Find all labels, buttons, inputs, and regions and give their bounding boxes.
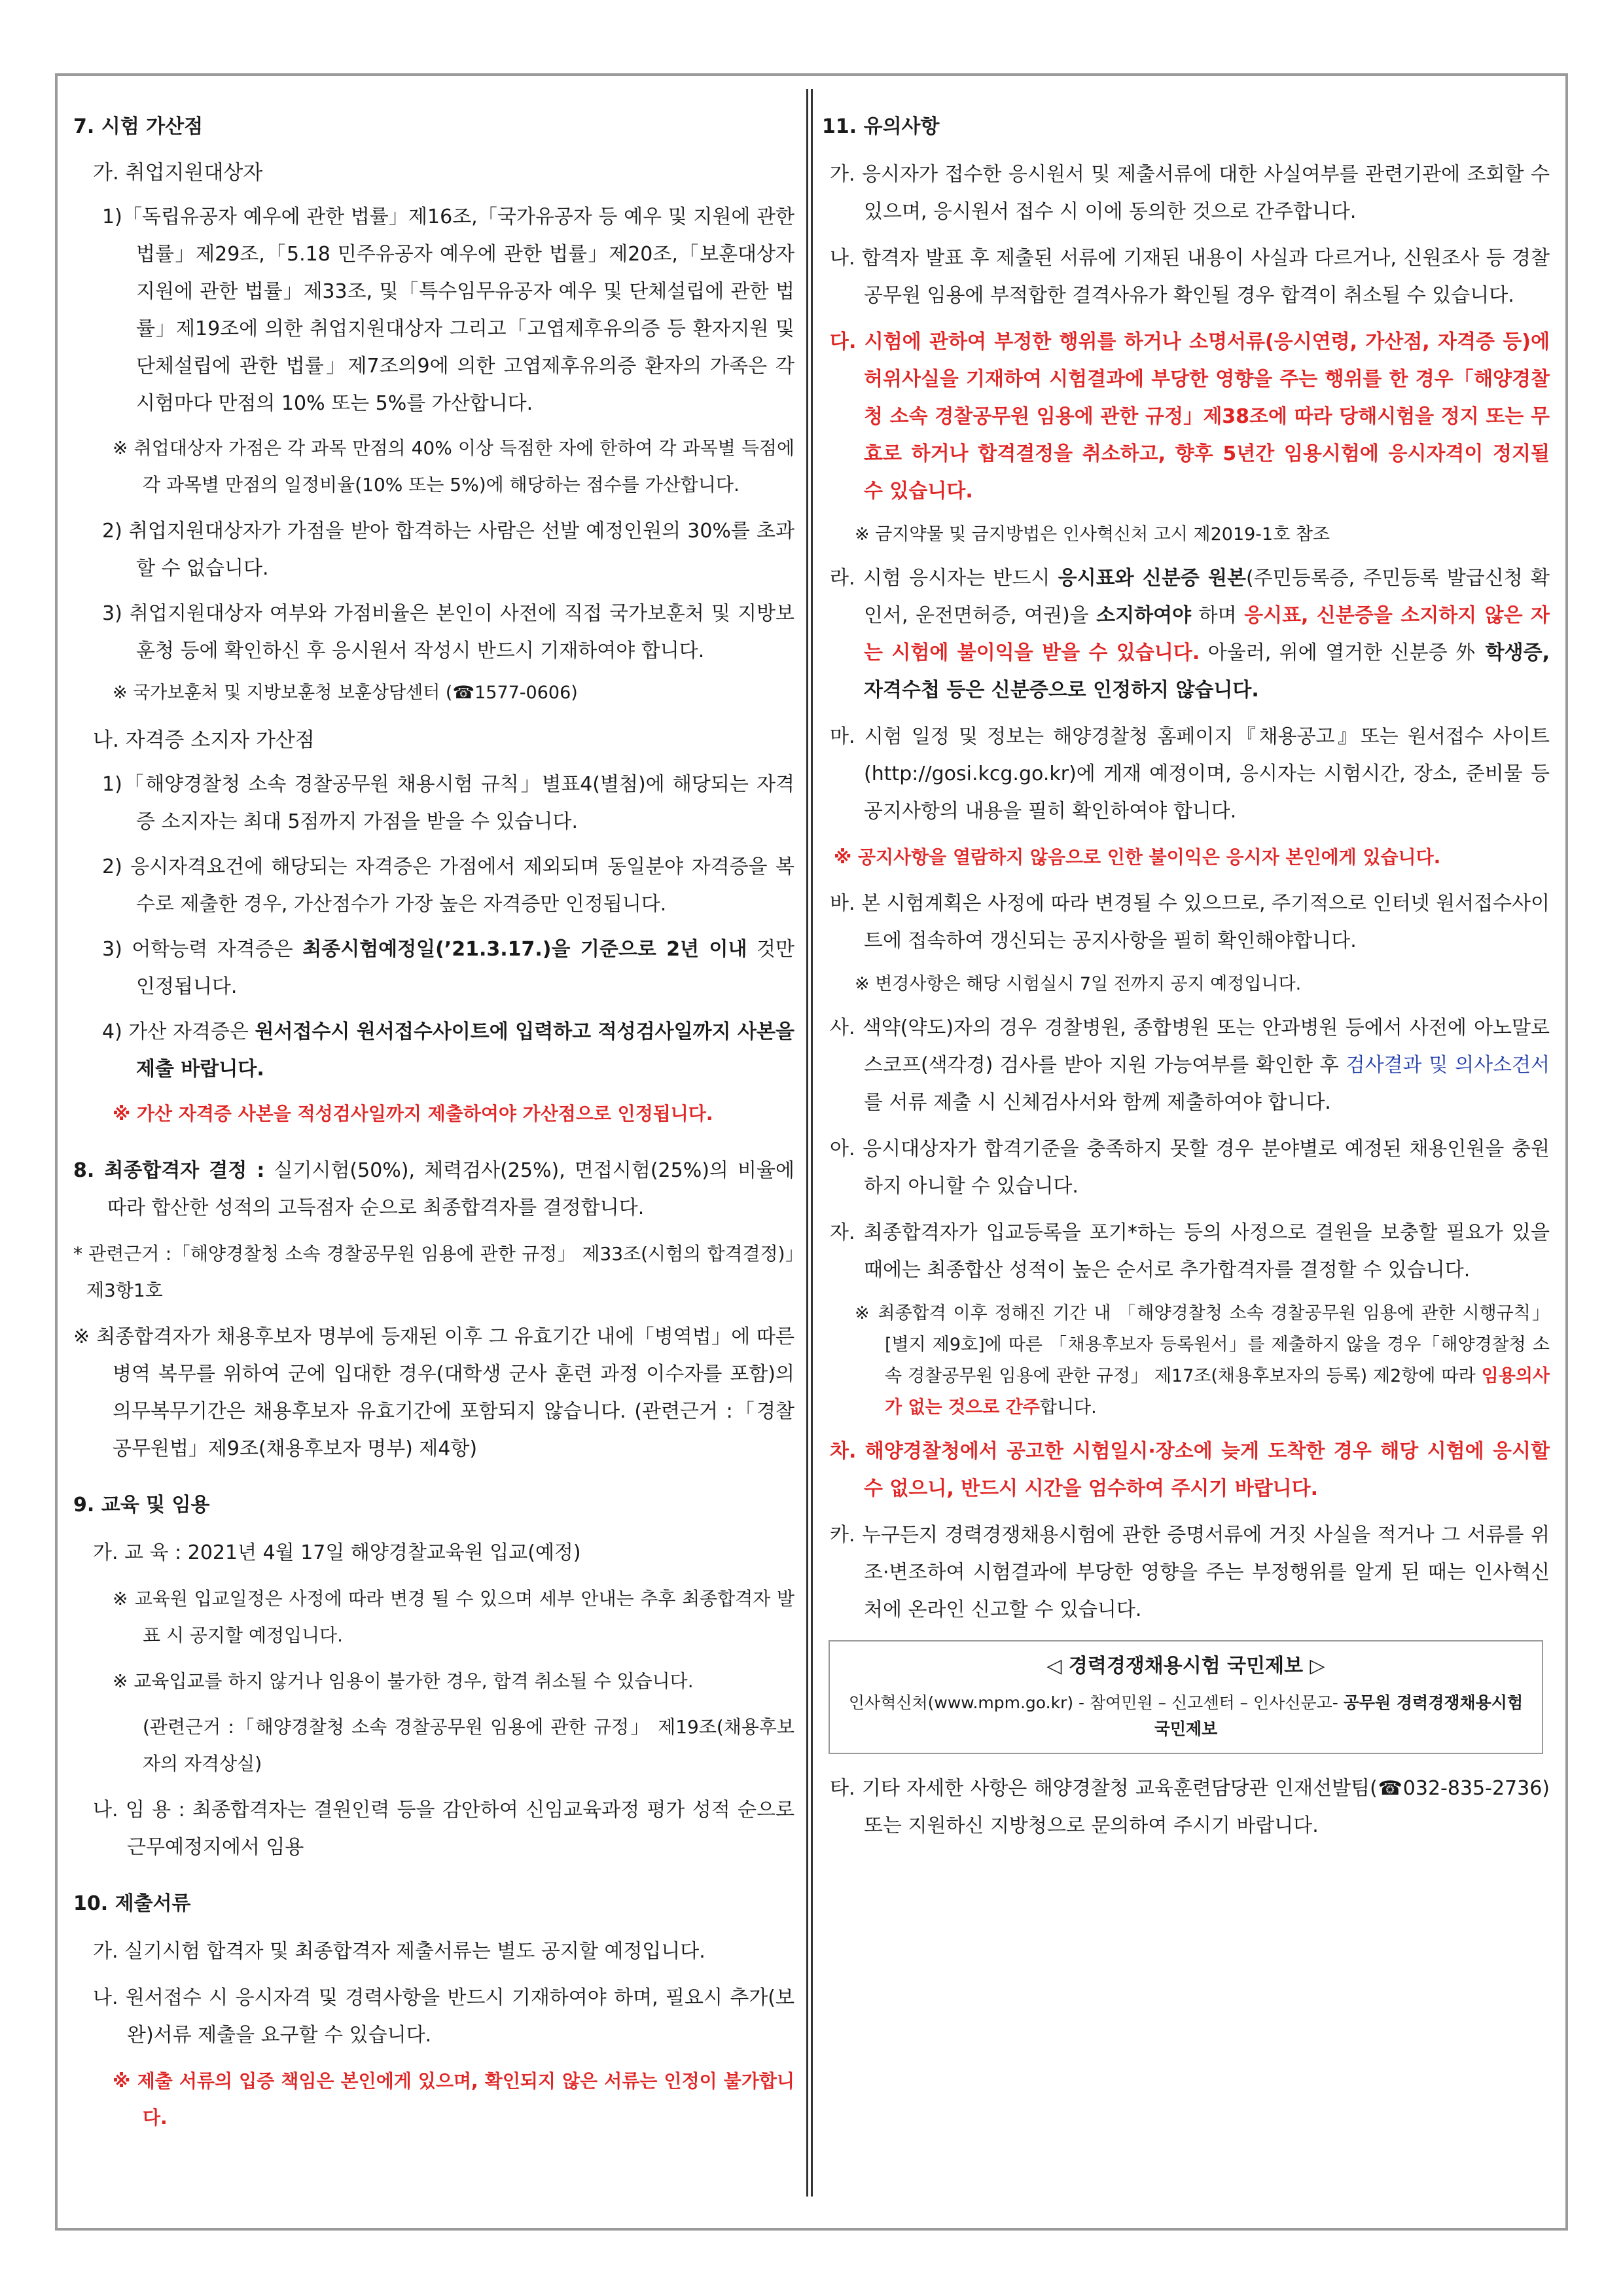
section-9-title: 9. 교육 및 임용 — [73, 1494, 210, 1516]
notice-ta: 타. 기타 자세한 사항은 해양경찰청 교육훈련담당관 인재선발팀(☎032-835-2736) 또는 지원하신 지방청으로 문의하여 주시기 바랍니다. — [830, 1777, 1550, 1837]
notice-ma: 마. 시험 일정 및 정보는 해양경찰청 홈페이지『채용공고』또는 원서접수 사이트(http://gosi.kcg.go.kr)에 게재 예정이며, 응시자는 시험시간, 장소, 준비물 등 공지사항의 내용을 필히 확인하여야 합니다. — [830, 725, 1550, 823]
section-9-ga-note-3: (관련근거 :「해양경찰청 소속 경찰공무원 임용에 관한 규정」 제19조(채용후보자의 자격상실) — [143, 1716, 794, 1774]
language-cert-deadline: 최종시험예정일(’21.3.17.)을 기준으로 2년 이내 — [302, 938, 747, 961]
section-7-na-note-4: ※ 가산 자격증 사본을 적성검사일까지 제출하여야 가산점으로 인정됩니다. — [113, 1103, 713, 1124]
section-7-title: 7. 시험 가산점 — [73, 115, 204, 138]
column-divider — [806, 89, 813, 2197]
section-8-paragraph: 8. 최종합격자 결정 : 실기시험(50%), 체력검사(25%), 면접시험(25%)의 비율에 따라 합산한 성적의 고득점자 순으로 최종합격자를 결정합니다. — [73, 1159, 794, 1219]
section-8-note: ※ 최종합격자가 채용후보자 명부에 등재된 이후 그 유효기간 내에「병역법」에 따른 병역 복무를 위하여 군에 입대한 경우(대학생 군사 훈련 과정 이수자를 포함)의 의무복무기간은 채용후보자 유효기간에 포함되지 않습니다. (관련근거 :「경찰공무원법」제9조(채용후보자 명부) 제4항) — [73, 1325, 794, 1460]
notice-ba-note: ※ 변경사항은 해당 시험실시 7일 전까지 공지 예정입니다. — [855, 974, 1302, 994]
notice-ba: 바. 본 시험계획은 사정에 따라 변경될 수 있으므로, 주기적으로 인터넷 원서접수사이트에 접속하여 갱신되는 공지사항을 필히 확인해야합니다. — [830, 892, 1550, 952]
section-7-na-item-1: 1)「해양경찰청 소속 경찰공무원 채용시험 규칙」별표4(별첨)에 해당되는 자격증 소지자는 최대 5점까지 가점을 받을 수 있습니다. — [102, 773, 794, 833]
section-10-note: ※ 제출 서류의 입증 책임은 본인에게 있으며, 확인되지 않은 서류는 인정이 불가합니다. — [113, 2070, 794, 2128]
notice-sa: 사. 색약(약도)자의 경우 경찰병원, 종합병원 또는 안과병원 등에서 사전에 아노말로스코프(색각경) 검사를 받아 지원 가능여부를 확인한 후 검사결과 및 의사소견서를 서류 제출 시 신체검사서와 함께 제출하여야 합니다. — [830, 1016, 1550, 1114]
notice-ja: 자. 최종합격자가 입교등록을 포기*하는 등의 사정으로 결원을 보충할 필요가 있을 때에는 최종합산 성적이 높은 순서로 추가합격자를 결정할 수 있습니다. — [830, 1221, 1550, 1282]
notice-cha: 차. 해양경찰청에서 공고한 시험일시·장소에 늦게 도착한 경우 해당 시험에 응시할 수 없으니, 반드시 시간을 엄수하여 주시기 바랍니다. — [830, 1440, 1550, 1500]
section-8-basis: * 관련근거 :「해양경찰청 소속 경찰공무원 임용에 관한 규정」 제33조(시험의 합격결정)」제3항1호 — [73, 1243, 794, 1301]
notice-ka: 카. 누구든지 경력경쟁채용시험에 관한 증명서류에 거짓 사실을 적거나 그 서류를 위조·변조하여 시험결과에 부당한 영향을 주는 부정행위를 알게 된 때는 인사혁신처에 온라인 신고할 수 있습니다. — [830, 1524, 1550, 1621]
notice-ra: 라. 시험 응시자는 반드시 응시표와 신분증 원본(주민등록증, 주민등록 발급신청 확인서, 운전면허증, 여권)을 소지하여야 하며 응시표, 신분증을 소지하지 않은 자는 시험에 불이익을 받을 수 있습니다. 아울러, 위에 열거한 신분증 外 학생증, 자격수첩 등은 신분증으로 인정하지 않습니다. — [830, 567, 1550, 702]
section-7-na-item-4: 4) 가산 자격증은 원서접수시 원서접수사이트에 입력하고 적성검사일까지 사본을 제출 바랍니다. — [102, 1020, 794, 1081]
section-10-na: 나. 원서접수 시 응시자격 및 경력사항을 반드시 기재하여야 하며, 필요시 추가(보완)서류 제출을 요구할 수 있습니다. — [93, 1986, 794, 2047]
section-7-na-item-2: 2) 응시자격요건에 해당되는 자격증은 가점에서 제외되며 동일분야 자격증을 복수로 제출한 경우, 가산점수가 가장 높은 자격증만 인정됩니다. — [102, 855, 794, 916]
notice-a: 아. 응시대상자가 합격기준을 충족하지 못할 경우 분야별로 예정된 채용인원을 충원하지 아니할 수 있습니다. — [830, 1138, 1550, 1198]
section-7-ga-note-3: ※ 국가보훈처 및 지방보훈청 보훈상담센터 (☎1577-0606) — [113, 683, 578, 703]
section-7-ga-note-1: ※ 취업대상자 가점은 각 과목 만점의 40% 이상 득점한 자에 한하여 각 과목별 득점에 각 과목별 만점의 일정비율(10% 또는 5%)에 해당하는 점수를 가산합니다. — [113, 437, 794, 495]
section-7-ga-item-1: 1)「독립유공자 예우에 관한 법률」제16조,「국가유공자 등 예우 및 지원에 관한 법률」제29조,「5.18 민주유공자 예우에 관한 법률」제20조,「보훈대상자지원에 관한 법률」제33조, 및「특수임무유공자 예우 및 단체설립에 관한 법률」제19조에 의한 취업지원대상자 그리고「고엽제후유의증 등 환자지원 및 단체설립에 관한 법률」제7조의9에 의한 고엽제후유의증 환자의 가족은 각 시험마다 만점의 10% 또는 5%를 가산합니다. — [102, 206, 794, 415]
section-9-ga-note-2: ※ 교육입교를 하지 않거나 임용이 불가한 경우, 합격 취소될 수 있습니다. — [113, 1670, 694, 1692]
notice-na: 나. 합격자 발표 후 제출된 서류에 기재된 내용이 사실과 다르거나, 신원조사 등 경찰공무원 임용에 부적합한 결격사유가 확인될 경우 합격이 취소될 수 있습니다. — [830, 247, 1550, 307]
public-report-title: ◁ 경력경쟁채용시험 국민제보 ▷ — [1046, 1655, 1325, 1677]
notice-ga: 가. 응시자가 접수한 응시원서 및 제출서류에 대한 사실여부를 관련기관에 조회할 수 있으며, 응시원서 접수 시 이에 동의한 것으로 간주합니다. — [830, 163, 1550, 223]
section-8-title: 8. 최종합격자 결정 : — [73, 1159, 265, 1182]
notice-da-note: ※ 금지약물 및 금지방법은 인사혁신처 고시 제2019-1호 참조 — [855, 524, 1330, 545]
notice-ma-note: ※ 공지사항을 열람하지 않음으로 인한 불이익은 응시자 본인에게 있습니다. — [834, 846, 1441, 868]
section-11-title: 11. 유의사항 — [822, 115, 940, 138]
section-7-ga-heading: 가. 취업지원대상자 — [93, 161, 263, 185]
section-7-na-item-3: 3) 어학능력 자격증은 최종시험예정일(’21.3.17.)을 기준으로 2년 이내 것만 인정됩니다. — [102, 938, 794, 998]
section-10-title: 10. 제출서류 — [73, 1892, 191, 1915]
left-column — [73, 110, 794, 2145]
public-report-path: 인사혁신처(www.mpm.go.kr) - 참여민원 – 신고센터 – 인사신문고- 공무원 경력경쟁채용시험 국민제보 — [848, 1693, 1524, 1738]
right-column — [822, 110, 1550, 1854]
section-9-ga: 가. 교 육 : 2021년 4월 17일 해양경찰교육원 입교(예정) — [93, 1541, 581, 1564]
section-7-ga-item-2: 2) 취업지원대상자가 가점을 받아 합격하는 사람은 선발 예정인원의 30%를 초과할 수 없습니다. — [102, 520, 794, 580]
notice-ja-note: ※ 최종합격 이후 정해진 기간 내 「해양경찰청 소속 경찰공무원 임용에 관한 시행규칙」[별지 제9호]에 따른 「채용후보자 등록원서」를 제출하지 않을 경우「해양경찰청 소속 경찰공무원 임용에 관한 규정」 제17조(채용후보자의 등록) 제2항에 따라 임용의사가 없는 것으로 간주합니다. — [855, 1303, 1550, 1418]
section-10-ga: 가. 실기시험 합격자 및 최종합격자 제출서류는 별도 공지할 예정입니다. — [93, 1940, 705, 1963]
notice-da: 다. 시험에 관하여 부정한 행위를 하거나 소명서류(응시연령, 가산점, 자격증 등)에 허위사실을 기재하여 시험결과에 부당한 영향을 주는 행위를 한 경우「해양경찰청 소속 경찰공무원 임용에 관한 규정」제38조에 따라 당해시험을 정지 또는 무효로 하거나 합격결정을 취소하고, 향후 5년간 임용시험에 응시자격이 정지될 수 있습니다. — [830, 331, 1550, 503]
section-7-na-heading: 나. 자격증 소지자 가산점 — [93, 728, 315, 752]
section-9-na: 나. 임 용 : 최종합격자는 결원인력 등을 감안하여 신임교육과정 평가 성적 순으로 근무예정지에서 임용 — [93, 1799, 794, 1859]
section-9-ga-note-1: ※ 교육원 입교일정은 사정에 따라 변경 될 수 있으며 세부 안내는 추후 최종합격자 발표 시 공지할 예정입니다. — [113, 1588, 794, 1646]
exam-result-doc: 검사결과 및 의사소견서 — [1346, 1054, 1550, 1077]
public-report-box — [829, 1640, 1543, 1754]
section-7-ga-item-3: 3) 취업지원대상자 여부와 가점비율은 본인이 사전에 직접 국가보훈처 및 지방보훈청 등에 확인하신 후 응시원서 작성시 반드시 기재하여야 합니다. — [102, 602, 794, 662]
